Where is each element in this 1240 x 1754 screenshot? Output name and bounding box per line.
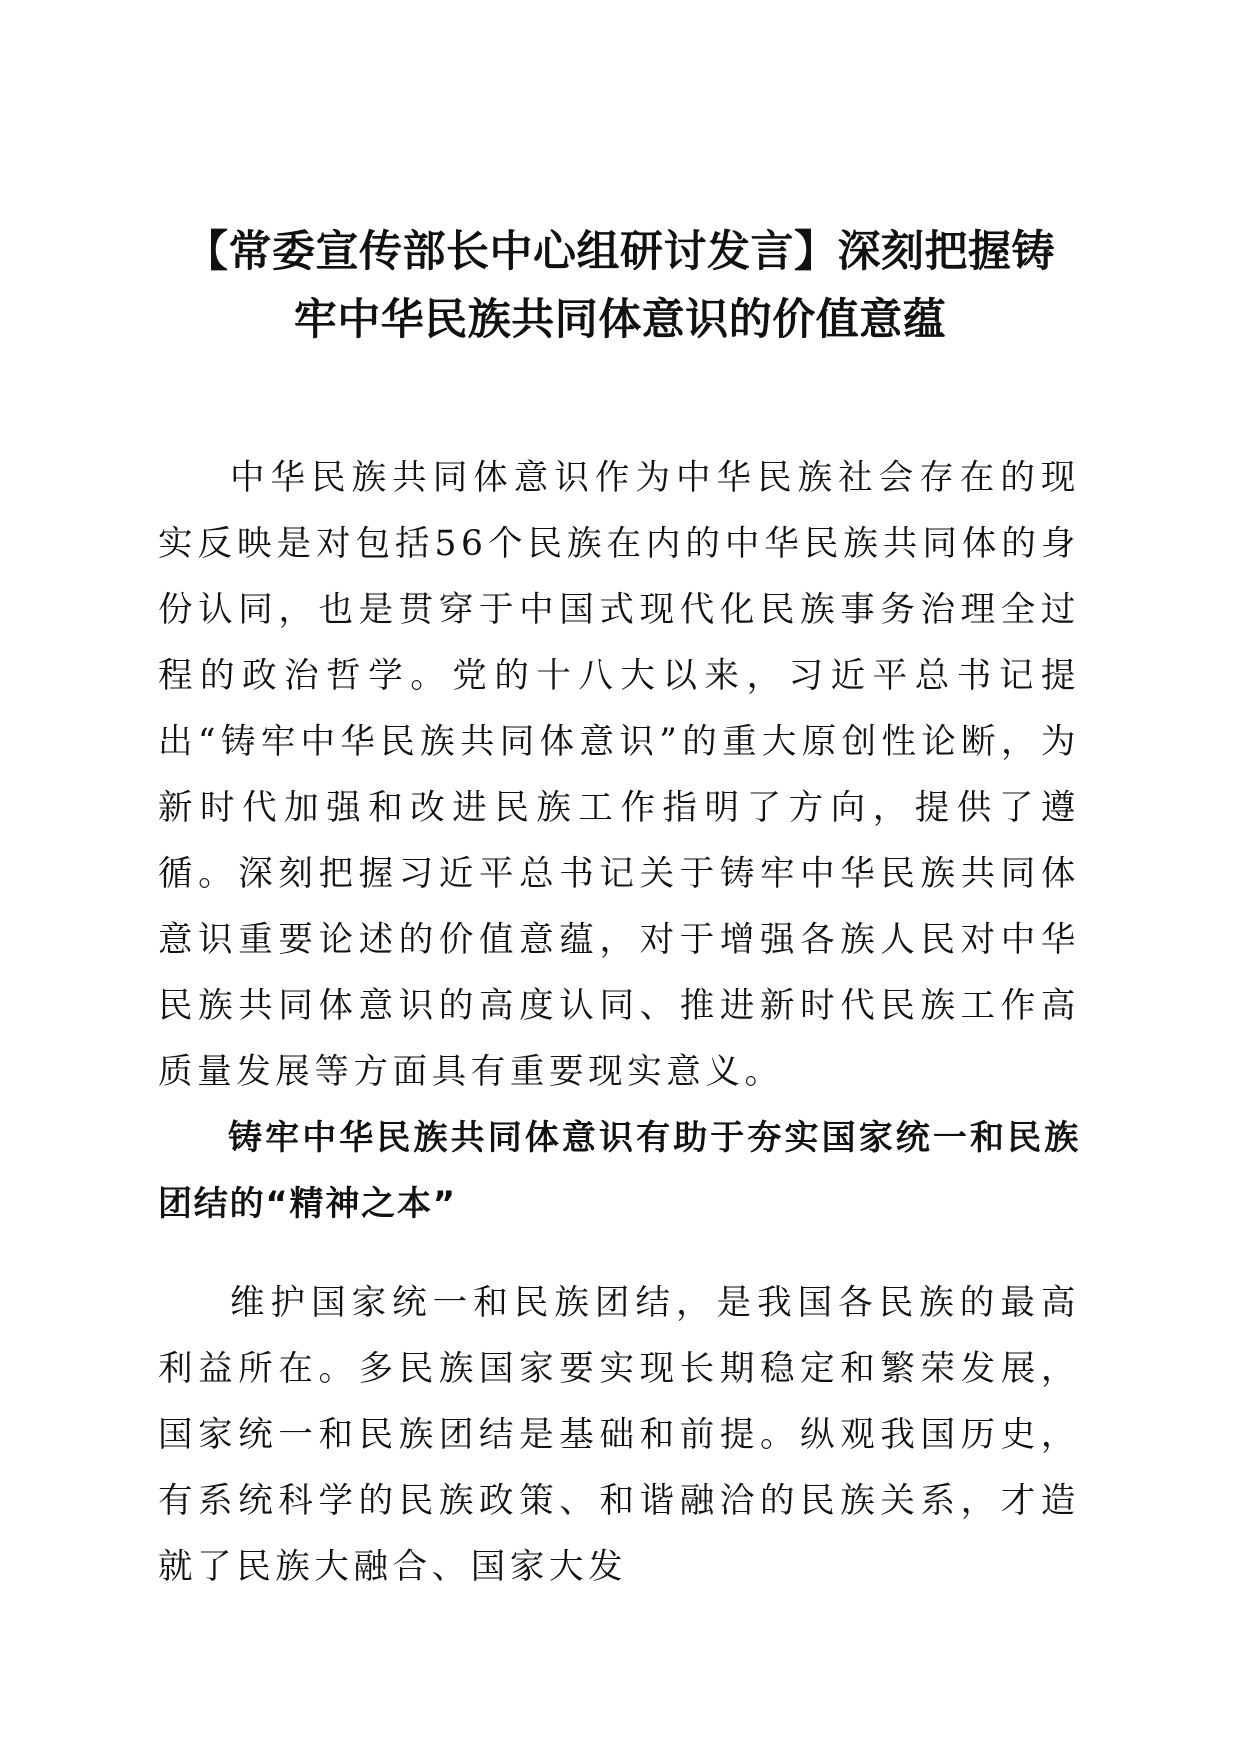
title-line-2: 牢中华民族共同体意识的价值意蕴 — [293, 295, 947, 345]
title-line-1: 【常委宣传部长中心组研讨发言】深刻把握铸 — [185, 227, 1055, 277]
document-title — [150, 218, 1090, 354]
intro-paragraph: 中华民族共同体意识作为中华民族社会存在的现实反映是对包括56个民族在内的中华民族共同体的身份认同，也是贯穿于中国式现代化民族事务治理全过程的政治哲学。党的十八大以来，习近平总书记提出“铸牢中华民族共同体意识”的重大原创性论断，为新时代加强和改进民族工作指明了方向，提供了遵循。深刻把握习近平总书记关于铸牢中华民族共同体意识重要论述的价值意蕴，对于增强各族人民对中华民族共同体意识的高度认同、推进新时代民族工作高质量发展等方面具有重要现实意义。 — [158, 458, 1080, 1092]
section-heading: 铸牢中华民族共同体意识有助于夯实国家统一和民族团结的“精神之本” — [158, 1118, 1080, 1224]
body-paragraph: 维护国家统一和民族团结，是我国各民族的最高利益所在。多民族国家要实现长期稳定和繁荣发展，国家统一和民族团结是基础和前提。纵观我国历史，有系统科学的民族政策、和谐融洽的民族关系，才造就了民族大融合、国家大发 — [158, 1283, 1080, 1587]
